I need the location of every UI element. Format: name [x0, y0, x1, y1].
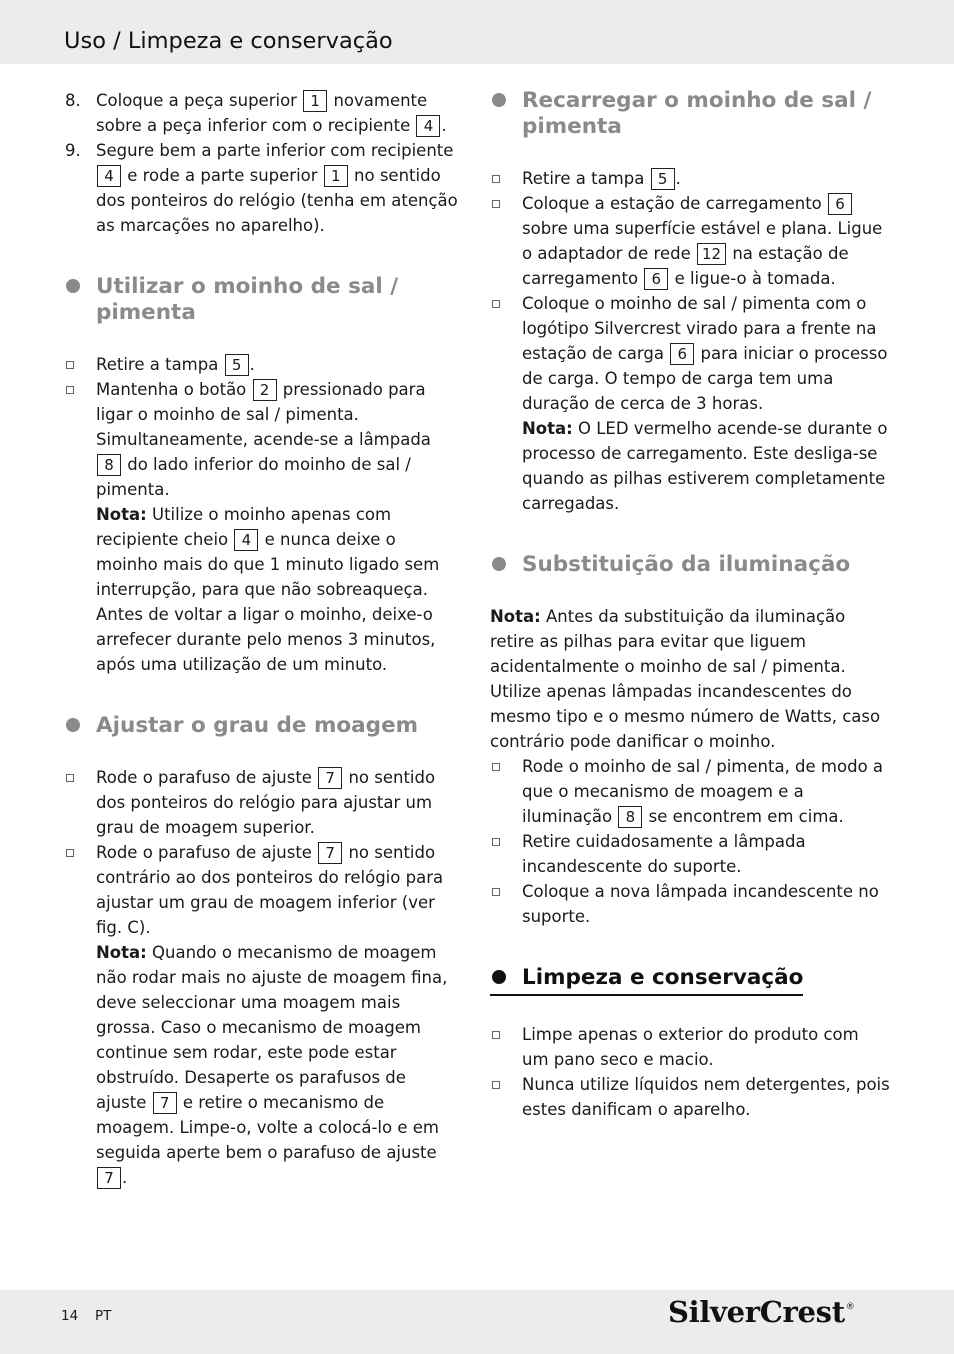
bullet-icon: [492, 557, 506, 571]
part-ref: 7: [318, 842, 342, 864]
section-heading-cleaning: Limpeza e conservação: [490, 965, 890, 996]
language-code: PT: [95, 1308, 112, 1324]
section-heading-lighting: Substituição da iluminação: [490, 552, 890, 578]
bullet-icon: [492, 93, 506, 107]
list-item: Rode o moinho de sal / pimenta, de modo a que o mecanismo de moagem e a iluminação 8 se encontrem em cima.: [490, 754, 890, 829]
checkbox-bullet-icon: [66, 849, 74, 857]
list-item: Nunca utilize líquidos nem detergentes, pois estes danificam o aparelho.: [490, 1072, 890, 1122]
part-ref: 6: [828, 193, 852, 215]
list-item: Rode o parafuso de ajuste 7 no sentido contrário ao dos ponteiros do relógio para ajustar um grau de moagem inferior (ver fig. C). Nota: Quando o mecanismo de moagem não rodar mais no ajuste de moagem fina, deve seleccionar uma moagem mais grossa. Caso o mecanismo de moagem continue sem rodar, este pode estar obstruído. Desaperte os parafusos de ajuste 7 e retire o mecanismo de moagem. Limpe-o, volte a colocá-lo e em seguida aperte bem o parafuso de ajuste 7 .: [64, 840, 460, 1190]
list-item: Coloque a nova lâmpada incandescente no suporte.: [490, 879, 890, 929]
part-ref: 6: [670, 343, 694, 365]
part-ref: 8: [618, 806, 642, 828]
note: Nota: Utilize o moinho apenas com recipiente cheio 4 e nunca deixe o moinho mais do que 1 minuto ligado sem interrupção, para que não sobreaqueça. Antes de voltar a ligar o moinho, deixe-o arrefecer durante pelo menos 3 minutos, após uma utilização de um minuto.: [96, 505, 440, 674]
page-header: [0, 0, 954, 64]
part-ref: 1: [303, 90, 327, 112]
checkbox-bullet-icon: [66, 361, 74, 369]
checkbox-bullet-icon: [492, 838, 500, 846]
section-heading-recharge: Recarregar o moinho de sal / pimenta: [490, 88, 890, 140]
list-item: Mantenha o botão 2 pressionado para ligar o moinho de sal / pimenta. Simultaneamente, acende-se a lâmpada 8 do lado inferior do moinho de sal / pimenta. Nota: Utilize o moinho apenas com recipiente cheio 4 e nunca deixe o moinho mais do que 1 minuto ligado sem interrupção, para que não sobreaqueça. Antes de voltar a ligar o moinho, deixe-o arrefecer durante pelo menos 3 minutos, após uma utilização de um minuto.: [64, 377, 460, 677]
part-ref: 7: [318, 767, 342, 789]
part-ref: 1: [324, 165, 348, 187]
part-ref: 7: [97, 1167, 121, 1189]
part-ref: 2: [253, 379, 277, 401]
checkbox-bullet-icon: [492, 175, 500, 183]
note: Nota: Antes da substituição da iluminação retire as pilhas para evitar que liguem acidentalmente o moinho de sal / pimenta. Utilize apenas lâmpadas incandescentes do mesmo tipo e o mesmo número de Watts, caso contrário pode danificar o moinho.: [490, 607, 881, 751]
part-ref: 6: [644, 268, 668, 290]
checkbox-bullet-icon: [492, 200, 500, 208]
step-8: 8. Coloque a peça superior 1 novamente sobre a peça inferior com o recipiente 4 .: [65, 91, 447, 135]
part-ref: 7: [153, 1092, 177, 1114]
checkbox-bullet-icon: [66, 386, 74, 394]
right-column: [490, 88, 890, 1122]
section-heading-grind: Ajustar o grau de moagem: [64, 713, 460, 739]
checkbox-bullet-icon: [492, 763, 500, 771]
left-column: [64, 88, 460, 1190]
part-ref: 5: [225, 354, 249, 376]
note: Nota: Quando o mecanismo de moagem não rodar mais no ajuste de moagem fina, deve seleccionar uma moagem mais grossa. Caso o mecanismo de moagem continue sem rodar, este pode estar obstruído. Desaperte os parafusos de ajuste 7 e retire o mecanismo de moagem. Limpe-o, volte a colocá-lo e em seguida aperte bem o parafuso de ajuste 7 .: [96, 943, 448, 1187]
list-item: Coloque a estação de carregamento 6 sobre uma superfície estável e plana. Ligue o adaptador de rede 12 na estação de carregamento 6 e ligue-o à tomada.: [490, 191, 890, 291]
list-item: Retire a tampa 5 .: [490, 166, 890, 191]
list-item: Rode o parafuso de ajuste 7 no sentido dos ponteiros do relógio para ajustar um grau de moagem superior.: [64, 765, 460, 840]
step-9: 9. Segure bem a parte inferior com recipiente 4 e rode a parte superior 1 no sentido dos ponteiros do relógio (tenha em atenção as marcações no aparelho).: [65, 141, 458, 235]
part-ref: 4: [416, 115, 440, 137]
checkbox-bullet-icon: [66, 774, 74, 782]
list-item: Retire a tampa 5 .: [64, 352, 460, 377]
bullet-icon: [66, 718, 80, 732]
part-ref: 5: [651, 168, 675, 190]
bullet-icon: [66, 279, 80, 293]
checkbox-bullet-icon: [492, 1081, 500, 1089]
brand-logo: SilverCrest®: [668, 1295, 855, 1329]
checkbox-bullet-icon: [492, 1031, 500, 1039]
checkbox-bullet-icon: [492, 300, 500, 308]
list-item: Limpe apenas o exterior do produto com um pano seco e macio.: [490, 1022, 890, 1072]
page-title: Uso / Limpeza e conservação: [64, 28, 393, 54]
part-ref: 4: [97, 165, 121, 187]
section-heading-use: Utilizar o moinho de sal / pimenta: [64, 274, 460, 326]
part-ref: 8: [97, 454, 121, 476]
bullet-icon: [492, 970, 506, 984]
checkbox-bullet-icon: [492, 888, 500, 896]
part-ref: 12: [697, 243, 726, 265]
page-number: 14: [61, 1308, 79, 1324]
list-item: Coloque o moinho de sal / pimenta com o logótipo Silvercrest virado para a frente na estação de carga 6 para iniciar o processo de carga. O tempo de carga tem uma duração de cerca de 3 horas. Nota: O LED vermelho acende-se durante o processo de carregamento. Este desliga-se quando as pilhas estiverem completamente carregadas.: [490, 291, 890, 516]
note: Nota: O LED vermelho acende-se durante o processo de carregamento. Este desliga-se quando as pilhas estiverem completamente carregadas.: [522, 419, 888, 513]
part-ref: 4: [234, 529, 258, 551]
list-item: Retire cuidadosamente a lâmpada incandescente do suporte.: [490, 829, 890, 879]
